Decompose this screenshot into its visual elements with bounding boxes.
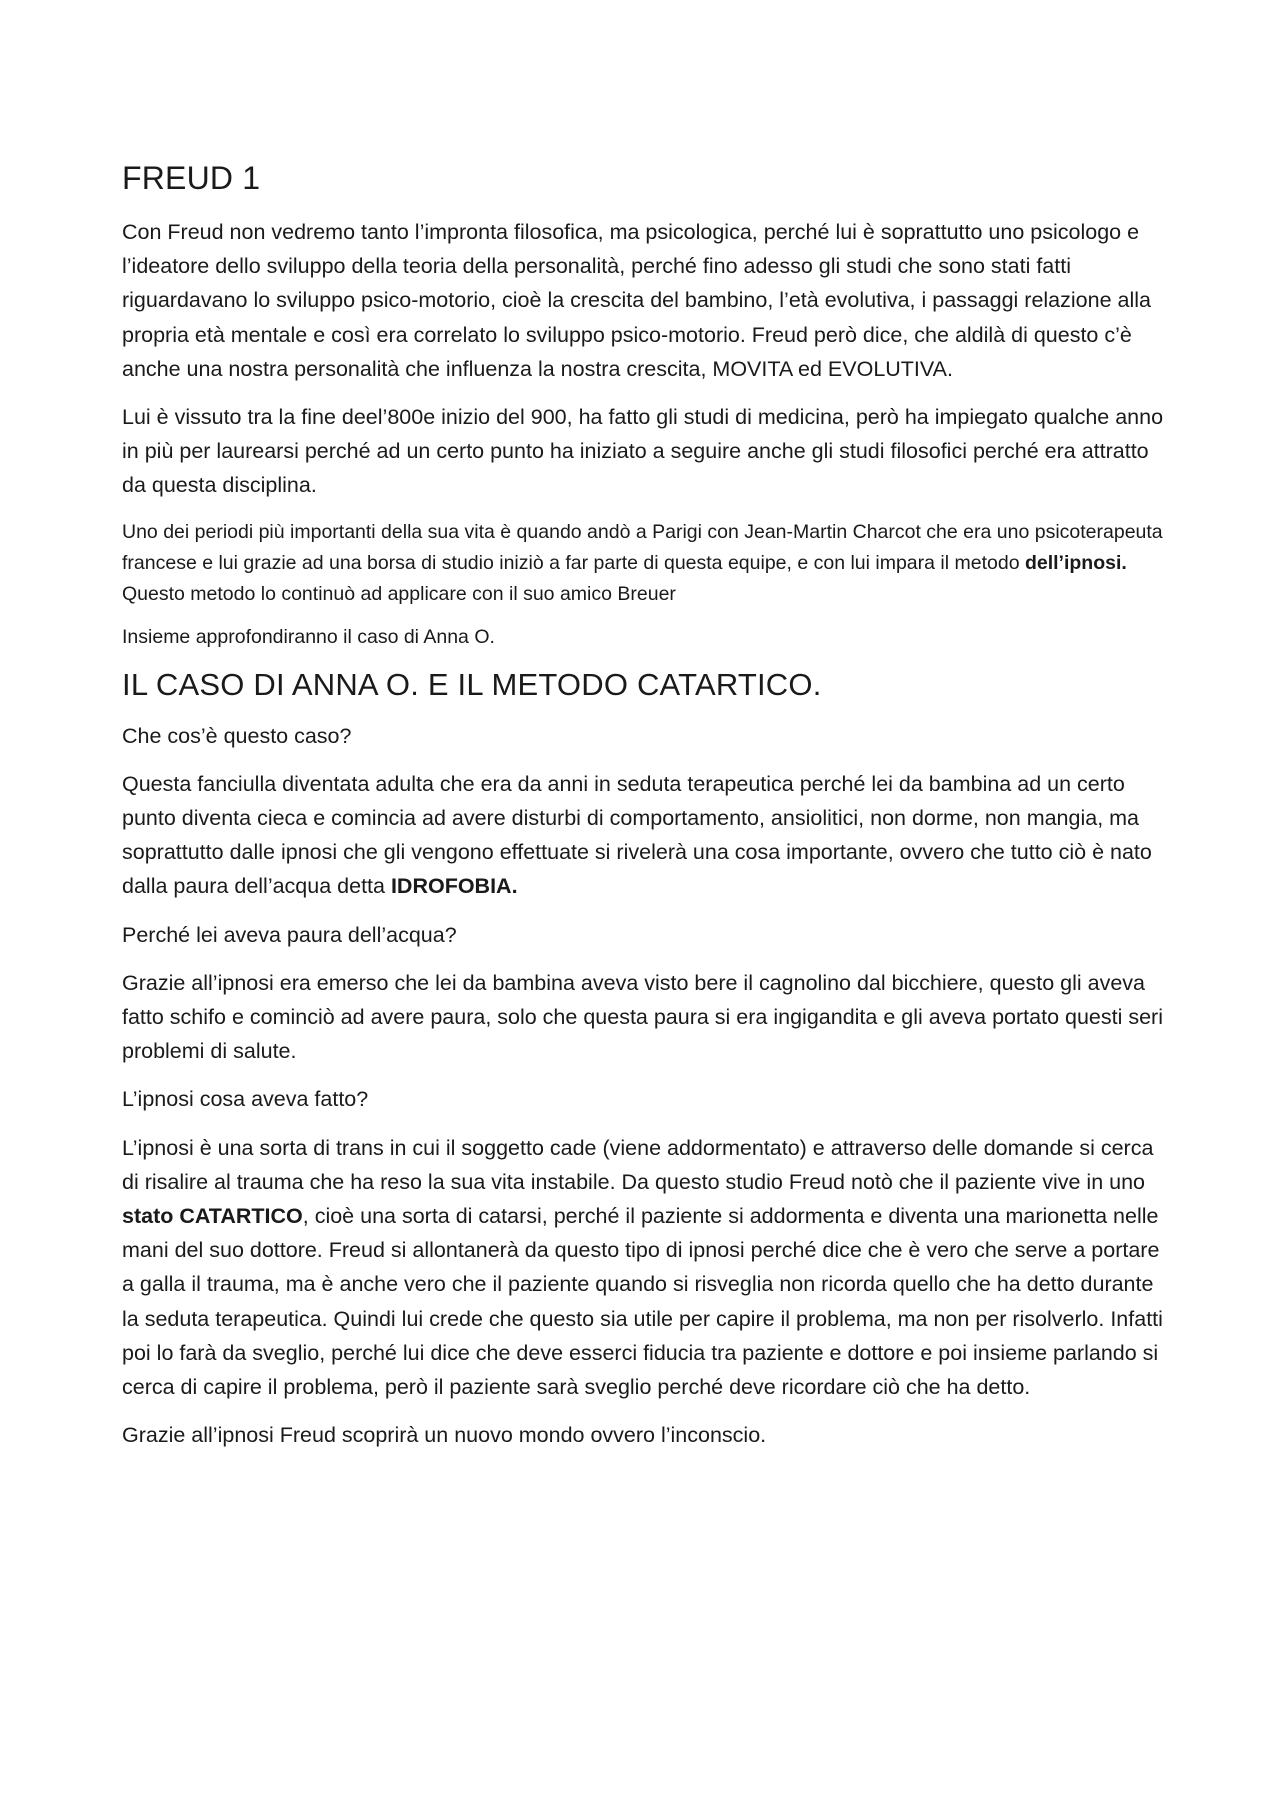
answer-3-bold: stato CATARTICO (122, 1204, 303, 1229)
answer-1-text: Questa fanciulla diventata adulta che era da anni in seduta terapeutica perché lei da bambina ad un certo punto diventa cieca e comincia ad avere disturbi di comportamento, ansiolitici, non dorme, non mangia, ma soprattutto dalle ipnosi che gli vengono effettuate si rivelerà una cosa importante, ovvero che tutto ciò è nato dalla paura dell’acqua detta (122, 771, 1152, 899)
answer-1-bold: IDROFOBIA. (390, 874, 518, 899)
question-3: L’ipnosi cosa aveva fatto? (122, 1087, 369, 1112)
answer-3 (122, 1131, 1165, 1405)
intro-paragraph-3-text: Uno dei periodi più importanti della sua vita è quando andò a Parigi con Jean-Martin Charcot che era uno psicoterapeuta francese e lui grazie ad una borsa di studio iniziò a far parte di questa equipe, e con lui impara il metodo (122, 520, 1163, 574)
intro-paragraph-3-tail: Questo metodo lo continuò ad applicare con il suo amico Breuer (122, 582, 676, 605)
answer-3-tail: , cioè una sorta di catarsi, perché il paziente si addormenta e diventa una marionetta nelle mani del suo dottore. Freud si allontanerà da questo tipo di ipnosi perché dice che è vero che serve a portare a galla il trauma, ma è anche vero che il paziente quando si risveglia non ricorda quello che ha detto durante la seduta terapeutica. Quindi lui crede che questo sia utile per capire il problema, ma non per risolverlo. Infatti poi lo farà da sveglio, perché lui dice che deve esserci fiducia tra paziente e dottore e poi insieme parlando si cerca di capire il problema, però il paziente sarà sveglio perché deve ricordare ciò che ha detto. (122, 1204, 1163, 1400)
answer-2: Grazie all’ipnosi era emerso che lei da bambina aveva visto bere il cagnolino dal bicchiere, questo gli aveva fatto schifo e cominciò ad avere paura, solo che questa paura si era ingigandita e gli aveva portato questi seri problemi di salute. (122, 970, 1163, 1064)
answer-1 (122, 767, 1165, 904)
closing-paragraph: Grazie all’ipnosi Freud scoprirà un nuovo mondo ovvero l’inconscio. (122, 1423, 767, 1448)
intro-paragraph-2: Lui è vissuto tra la fine deel’800e inizio del 900, ha fatto gli studi di medicina, però ha impiegato qualche anno in più per laurearsi perché ad un certo punto ha iniziato a seguire anche gli studi filosofici perché era attratto da questa disciplina. (122, 405, 1164, 498)
answer-3-text: L’ipnosi è una sorta di trans in cui il soggetto cade (viene addormentato) e attraverso delle domande si cerca di risalire al trauma che ha reso la sua vita instabile. Da questo studio Freud notò che il paziente vive in uno (122, 1135, 1154, 1194)
intro-paragraph-3 (122, 517, 1165, 610)
intro-paragraph-1: Con Freud non vedremo tanto l’impronta filosofica, ma psicologica, perché lui è soprattutto uno psicologo e l’ideatore dello sviluppo della teoria della personalità, perché fino adesso gli studi che sono stati fatti riguardavano lo sviluppo psico-motorio, cioè la crescita del bambino, l’età evolutiva, i passaggi relazione alla propria età mentale e così era correlato lo sviluppo psico-motorio. Freud però dice, che aldilà di questo c’è anche una nostra personalità che influenza la nostra crescita, MOVITA ed EVOLUTIVA. (122, 220, 1151, 381)
question-2: Perché lei aveva paura dell’acqua? (122, 922, 457, 947)
intro-paragraph-3-bold: dell’ipnosi. (1024, 551, 1127, 574)
section-heading: IL CASO DI ANNA O. E IL METODO CATARTICO. (122, 666, 822, 702)
question-1: Che cos’è questo caso? (122, 723, 352, 748)
intro-paragraph-4: Insieme approfondiranno il caso di Anna O. (122, 625, 495, 648)
document-title: FREUD 1 (122, 160, 261, 196)
